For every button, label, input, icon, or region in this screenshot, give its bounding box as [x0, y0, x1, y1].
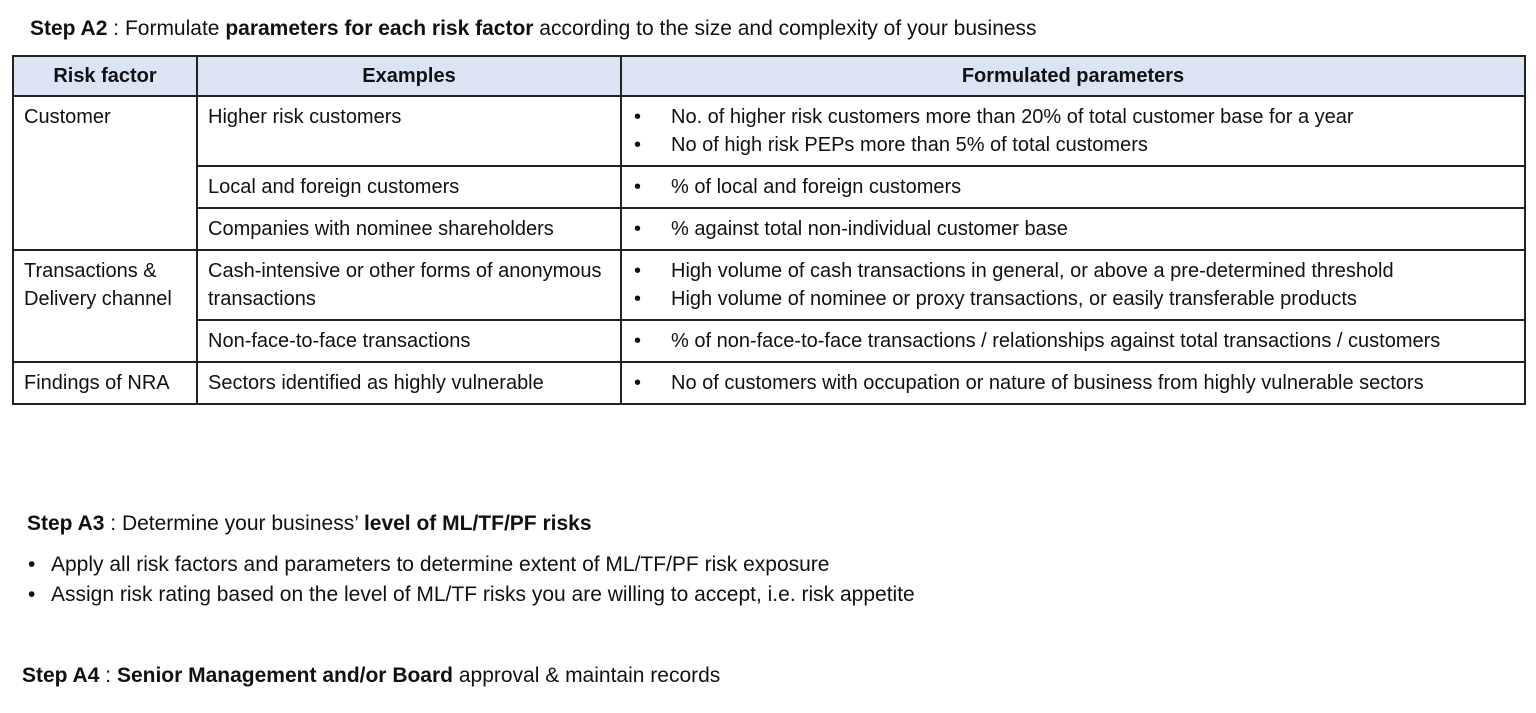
- table-row: [13, 250, 1525, 320]
- example-cell: Cash-intensive or other forms of anonymous transactions: [197, 250, 621, 320]
- parameters-cell: [621, 166, 1525, 208]
- step-a3-label: Step A3: [27, 512, 105, 535]
- example-cell: Higher risk customers: [197, 96, 621, 166]
- table-row: [13, 320, 1525, 362]
- parameters-cell: [621, 362, 1525, 404]
- parameters-cell: [621, 320, 1525, 362]
- risk-factor-cell-continued: [13, 166, 197, 208]
- header-formulated-parameters: Formulated parameters: [621, 56, 1525, 96]
- parameters-list: [632, 327, 1514, 355]
- example-cell: Companies with nominee shareholders: [197, 208, 621, 250]
- parameters-list: [632, 215, 1514, 243]
- step-a3-bullet-list: [26, 550, 915, 610]
- parameters-list: [632, 173, 1514, 201]
- risk-factor-cell: Findings of NRA: [13, 362, 197, 404]
- parameters-list: [632, 103, 1514, 159]
- step-a3-text-before: Determine your business’: [121, 512, 364, 535]
- step-a2-heading: [30, 16, 1037, 42]
- header-examples: Examples: [197, 56, 621, 96]
- step-a2-text-bold: parameters for each risk factor: [225, 17, 534, 40]
- step-a3-text-bold: level of ML/TF/PF risks: [363, 512, 592, 535]
- step-a4-text-bold: Senior Management and/or Board: [116, 664, 453, 687]
- step-a3-bullet: • Apply all risk factors and parameters to determine extent of ML/TF/PF risk exposure: [26, 550, 915, 580]
- step-a3-separator: :: [104, 512, 122, 535]
- parameters-cell: [621, 96, 1525, 166]
- step-a2-text-after: according to the size and complexity of your business: [533, 17, 1037, 40]
- risk-factor-table: [12, 55, 1526, 405]
- step-a4-label: Step A4: [22, 664, 100, 687]
- parameters-cell: [621, 208, 1525, 250]
- table-row: [13, 362, 1525, 404]
- parameter-item: • % against total non-individual customer base: [632, 215, 1514, 243]
- parameter-item: • High volume of cash transactions in general, or above a pre-determined threshold: [632, 257, 1514, 285]
- parameter-item: • % of local and foreign customers: [632, 173, 1514, 201]
- parameters-list: [632, 257, 1514, 313]
- parameter-item: • No of customers with occupation or nature of business from highly vulnerable sectors: [632, 369, 1514, 397]
- step-a4-separator: :: [99, 664, 117, 687]
- parameter-item: • High volume of nominee or proxy transactions, or easily transferable products: [632, 285, 1514, 313]
- step-a4-heading: [22, 663, 720, 689]
- parameters-cell: [621, 250, 1525, 320]
- risk-factor-cell: Customer: [13, 96, 197, 166]
- step-a4-text-after: approval & maintain records: [453, 664, 721, 687]
- table-row: [13, 166, 1525, 208]
- example-cell: Sectors identified as highly vulnerable: [197, 362, 621, 404]
- table-header-row: [13, 56, 1525, 96]
- table-row: [13, 96, 1525, 166]
- risk-factor-cell: Transactions & Delivery channel: [13, 250, 197, 320]
- header-risk-factor: Risk factor: [13, 56, 197, 96]
- step-a2-text-before: Formulate: [124, 17, 226, 40]
- step-a2-label: Step A2: [30, 17, 108, 40]
- step-a3-bullet: • Assign risk rating based on the level of ML/TF risks you are willing to accept, i.e. risk appetite: [26, 580, 915, 610]
- parameter-item: • No. of higher risk customers more than 20% of total customer base for a year: [632, 103, 1514, 131]
- risk-factor-cell-continued: [13, 208, 197, 250]
- step-a2-separator: :: [107, 17, 125, 40]
- parameter-item: • % of non-face-to-face transactions / relationships against total transactions / customers: [632, 327, 1514, 355]
- example-cell: Local and foreign customers: [197, 166, 621, 208]
- parameter-item: • No of high risk PEPs more than 5% of total customers: [632, 131, 1514, 159]
- risk-factor-cell-continued: [13, 320, 197, 362]
- table-row: [13, 208, 1525, 250]
- example-cell: Non-face-to-face transactions: [197, 320, 621, 362]
- step-a3-heading: [27, 511, 592, 537]
- parameters-list: [632, 369, 1514, 397]
